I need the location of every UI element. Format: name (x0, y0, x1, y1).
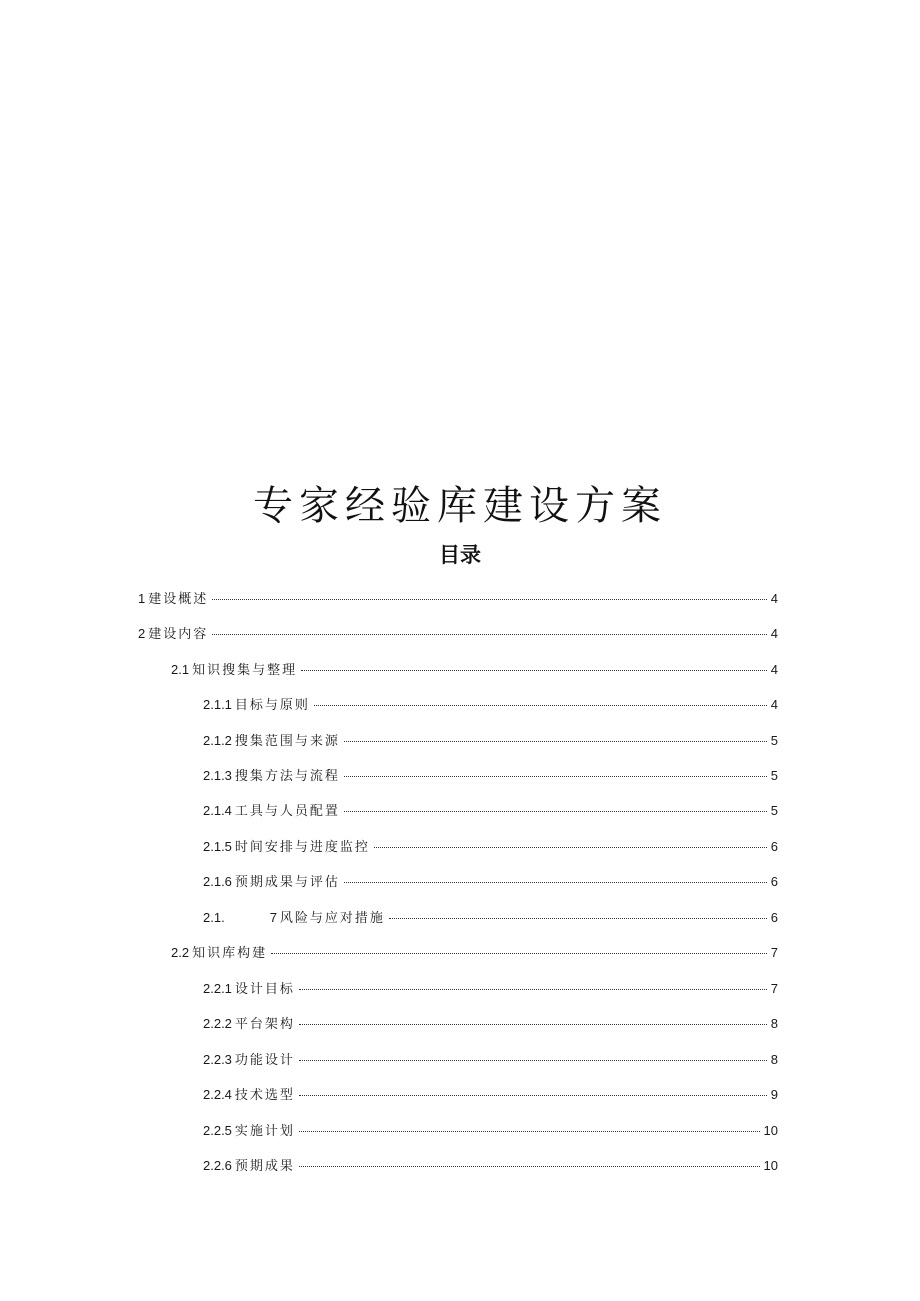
toc-entry-number: 2.1.2 (203, 733, 232, 748)
toc-entry-2-2-5[interactable] (203, 1120, 778, 1142)
toc-entry-text: 知识库构建 (192, 946, 268, 961)
toc-entry-number: 2.2.5 (203, 1123, 232, 1138)
toc-entry-2-1-4[interactable] (203, 800, 778, 822)
toc-entry-2[interactable] (138, 623, 778, 645)
toc-entry-number: 1 (138, 591, 146, 606)
toc-entry-text: 搜集范围与来源 (234, 734, 340, 749)
toc-entry-page: 7 (770, 945, 778, 960)
toc-entry-page: 4 (770, 697, 778, 712)
toc-entry-2-2-3[interactable] (203, 1049, 778, 1071)
toc-entry-2-2-1[interactable] (203, 978, 778, 1000)
toc-entry-number: 2.1.4 (203, 803, 232, 818)
toc-entry-text: 知识搜集与整理 (192, 663, 298, 678)
toc-entry-2-1-5[interactable] (203, 836, 778, 858)
toc-entry-page: 9 (770, 1087, 778, 1102)
toc-entry-2-2-4[interactable] (203, 1084, 778, 1106)
dot-leader (299, 1060, 767, 1061)
toc-entry-number: 2.1.3 (203, 768, 232, 783)
toc-entry-text: 实施计划 (234, 1124, 295, 1139)
toc-entry-number: 2 (138, 626, 146, 641)
toc-entry-text: 风险与应对措施 (279, 911, 385, 926)
toc-entry-number-tail: 7 (269, 910, 277, 925)
dot-leader (301, 670, 767, 671)
toc-entry-page: 5 (770, 803, 778, 818)
toc-entry-page: 4 (770, 662, 778, 677)
toc-entry-number: 2.2.3 (203, 1052, 232, 1067)
toc-entry-page: 10 (763, 1158, 778, 1173)
dot-leader (299, 1024, 767, 1025)
dot-leader (299, 989, 767, 990)
toc-entry-page: 4 (770, 626, 778, 641)
toc-entry-text: 功能设计 (234, 1053, 295, 1068)
toc-entry-text: 预期成果与评估 (234, 875, 340, 890)
dot-leader (299, 1095, 767, 1096)
dot-leader (389, 918, 767, 919)
dot-leader (344, 811, 767, 812)
toc-entry-page: 7 (770, 981, 778, 996)
dot-leader (344, 741, 767, 742)
toc-entry-number: 2.2.6 (203, 1158, 232, 1173)
dot-leader (344, 776, 767, 777)
toc-entry-2-1-1[interactable] (203, 694, 778, 716)
toc-entry-page: 5 (770, 733, 778, 748)
toc-entry-text: 预期成果 (234, 1159, 295, 1174)
toc-entry-number: 2.1.6 (203, 874, 232, 889)
toc-entry-number: 2.1.5 (203, 839, 232, 854)
toc-entry-text: 目标与原则 (234, 698, 310, 713)
toc-entry-text: 工具与人员配置 (234, 804, 340, 819)
toc-heading: 目录 (439, 543, 481, 567)
dot-leader (344, 882, 767, 883)
toc-entry-2-1[interactable] (171, 659, 778, 681)
dot-leader (212, 599, 767, 600)
toc-entry-number: 2.2 (171, 945, 190, 960)
dot-leader (299, 1131, 760, 1132)
toc-entry-text: 技术选型 (234, 1088, 295, 1103)
toc-entry-page: 4 (770, 591, 778, 606)
toc-entry-number: 2.1 (171, 662, 190, 677)
toc-entry-2-2-6[interactable] (203, 1155, 778, 1177)
toc-entry-page: 5 (770, 768, 778, 783)
toc-entry-2-1-6[interactable] (203, 871, 778, 893)
toc-entry-text: 时间安排与进度监控 (234, 840, 370, 855)
document-title: 专家经验库建设方案 (253, 483, 667, 529)
toc-entry-text: 设计目标 (234, 982, 295, 997)
toc-entry-page: 10 (763, 1123, 778, 1138)
toc-entry-text: 搜集方法与流程 (234, 769, 340, 784)
dot-leader (374, 847, 767, 848)
toc-entry-page: 6 (770, 910, 778, 925)
toc-entry-text: 平台架构 (234, 1017, 295, 1032)
toc-entry-2-1-7[interactable] (203, 907, 778, 929)
toc-entry-2-2[interactable] (171, 942, 778, 964)
toc-entry-number: 2.1.1 (203, 697, 232, 712)
dot-leader (271, 953, 767, 954)
toc-entry-page: 6 (770, 874, 778, 889)
toc-entry-number: 2.2.2 (203, 1016, 232, 1031)
dot-leader (314, 705, 767, 706)
toc-entry-text: 建设内容 (148, 627, 209, 642)
toc-entry-2-1-3[interactable] (203, 765, 778, 787)
toc-entry-2-2-2[interactable] (203, 1013, 778, 1035)
toc-entry-2-1-2[interactable] (203, 730, 778, 752)
toc-entry-number: 2.1. (203, 910, 225, 925)
toc-entry-page: 8 (770, 1052, 778, 1067)
toc-entry-1[interactable] (138, 588, 778, 610)
toc-entry-number: 2.2.1 (203, 981, 232, 996)
dot-leader (212, 634, 767, 635)
toc-entry-page: 6 (770, 839, 778, 854)
toc-entry-page: 8 (770, 1016, 778, 1031)
dot-leader (299, 1166, 760, 1167)
toc-entry-text: 建设概述 (148, 592, 209, 607)
toc-entry-number: 2.2.4 (203, 1087, 232, 1102)
